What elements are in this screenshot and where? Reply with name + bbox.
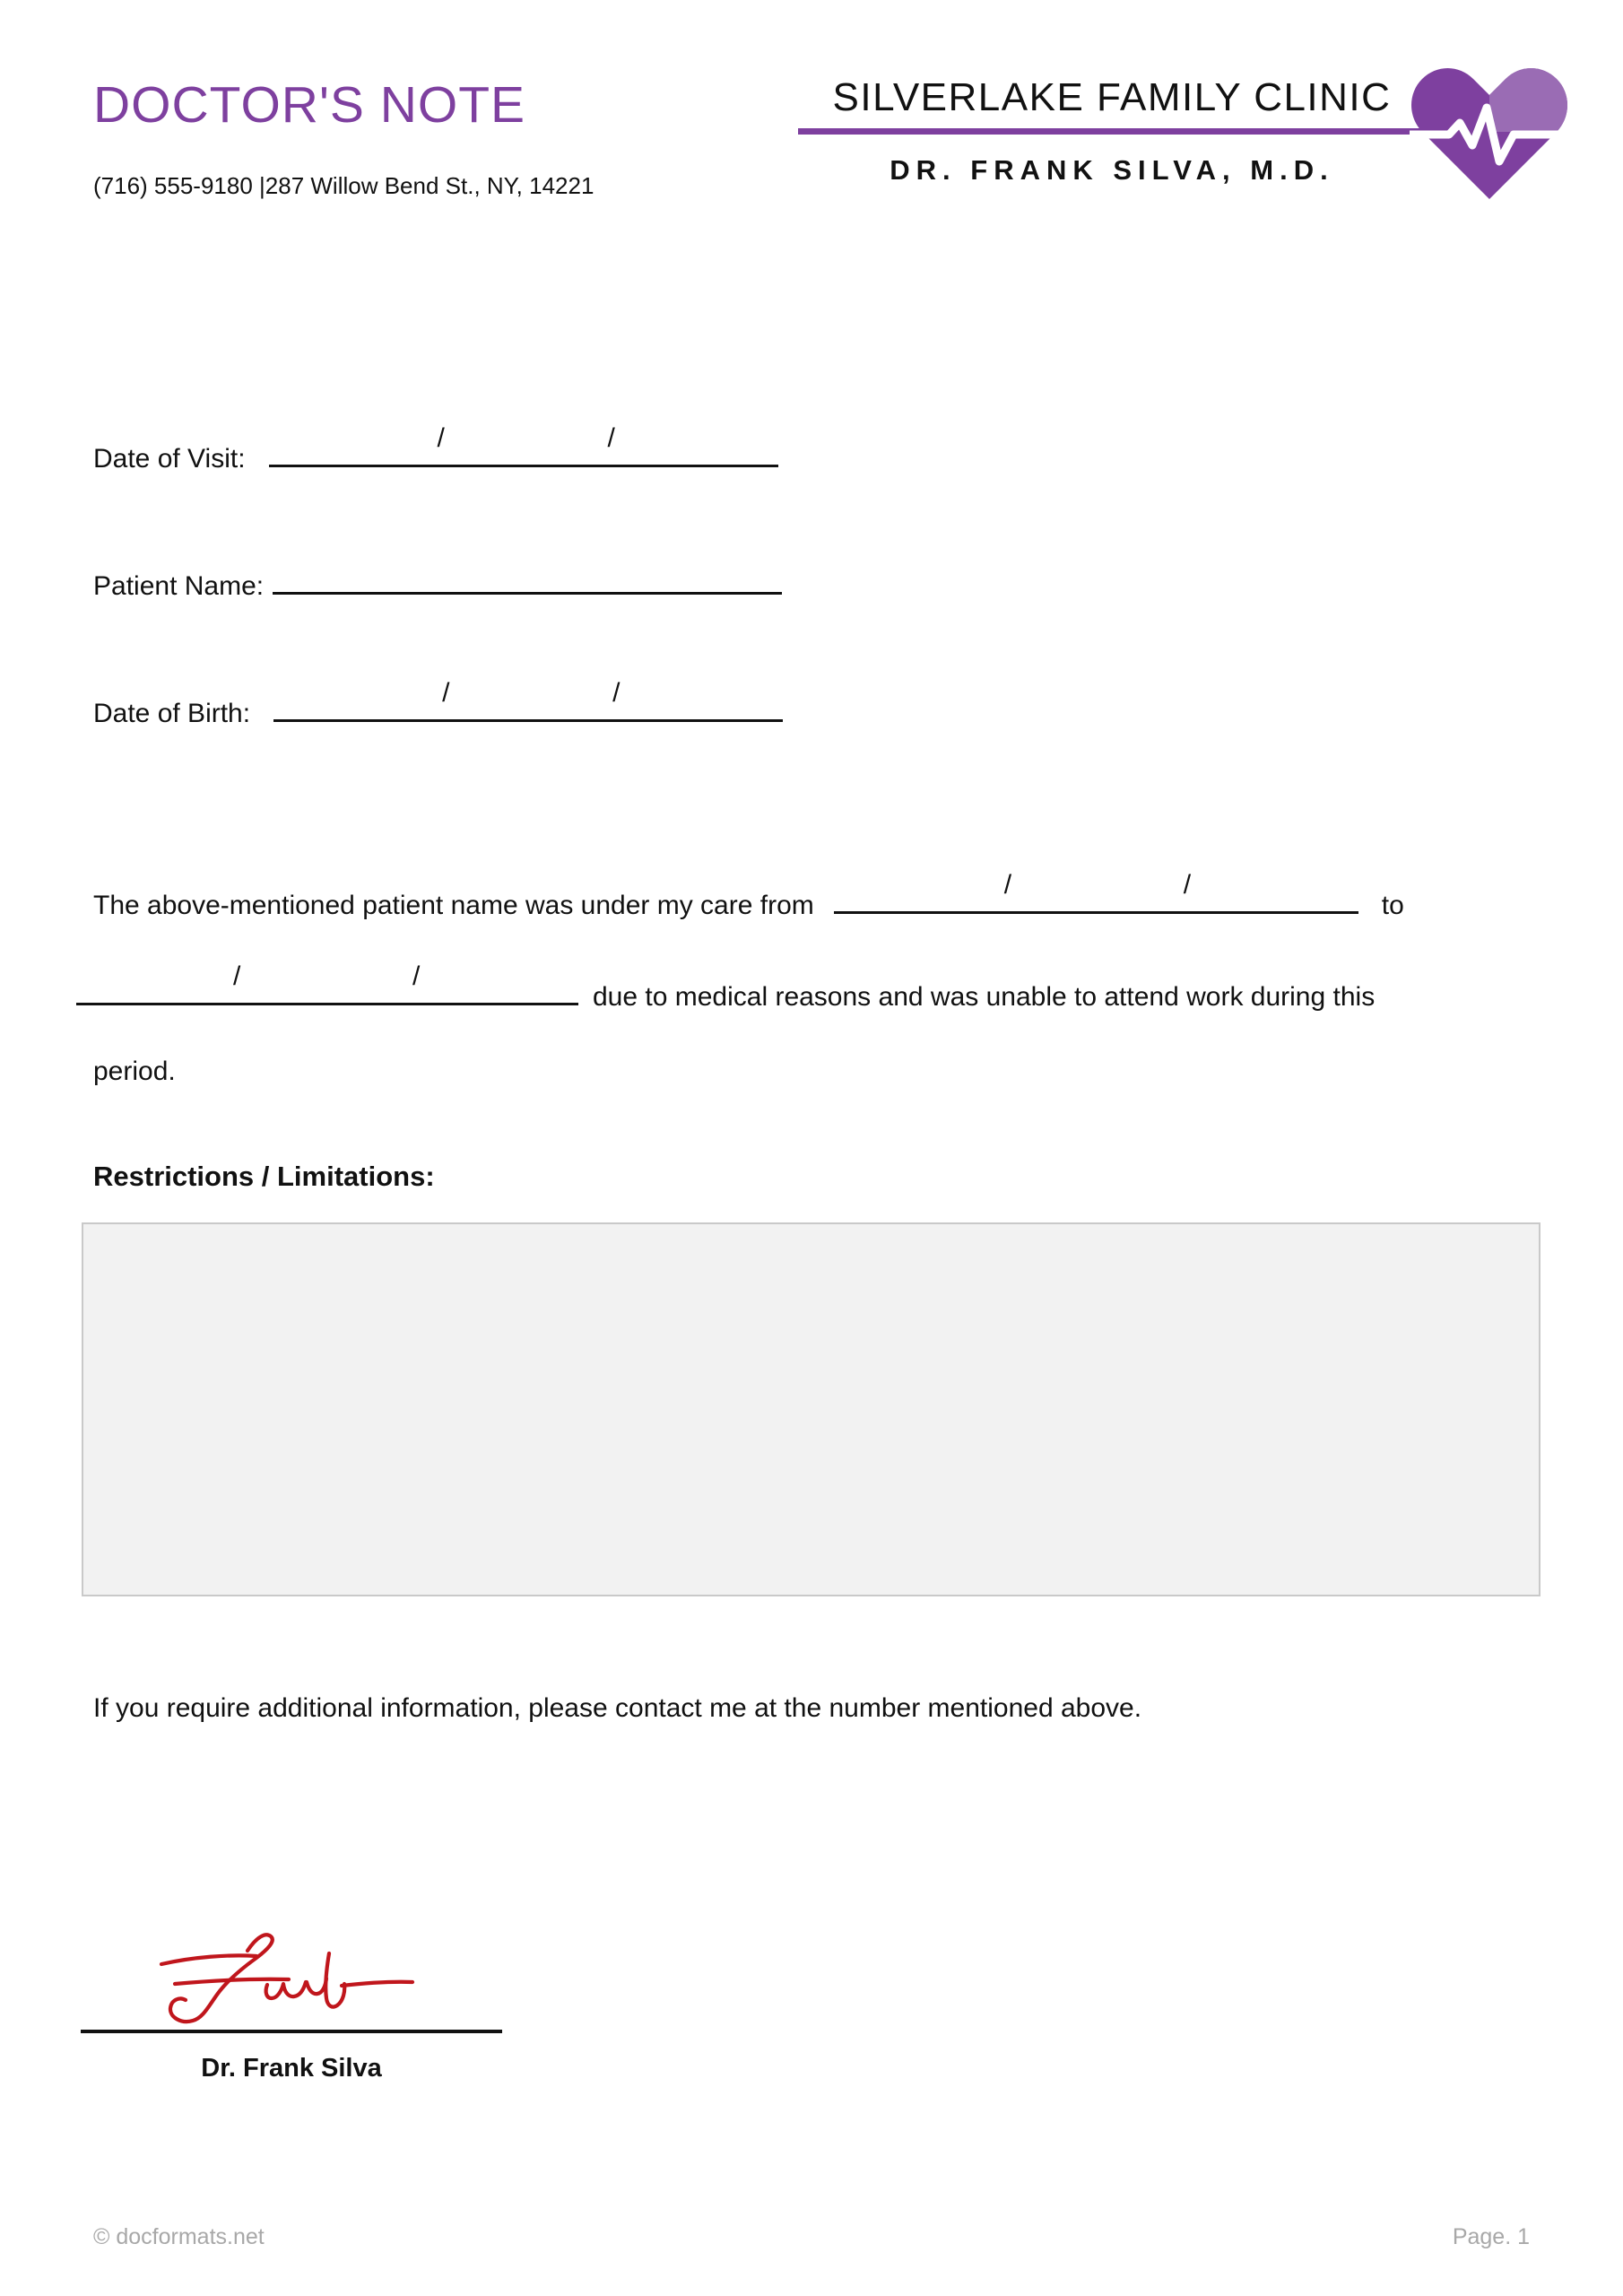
care-to-date-input[interactable] <box>76 961 578 1005</box>
restrictions-heading: Restrictions / Limitations: <box>93 1161 435 1192</box>
footer-copyright: © docformats.net <box>93 2224 265 2249</box>
doctor-name-heading: DR. FRANK SILVA, M.D. <box>890 154 1334 186</box>
clinic-letterhead <box>798 75 1426 187</box>
field-label-date-of-visit: Date of Visit: <box>93 444 246 474</box>
statement-text-suffix: due to medical reasons and was unable to attend work during this <box>593 982 1376 1012</box>
date-of-visit-input[interactable] <box>269 423 778 467</box>
care-from-date-input[interactable] <box>834 870 1358 914</box>
field-label-date-of-birth: Date of Birth: <box>93 699 251 728</box>
statement-text-period: period. <box>93 1057 176 1086</box>
clinic-name: SILVERLAKE FAMILY CLINIC <box>832 75 1392 119</box>
field-patient-name[interactable] <box>93 556 782 602</box>
dob-slash-2: / <box>612 678 621 708</box>
dob-slash-1: / <box>442 678 450 708</box>
care-to-slash-2: / <box>412 961 421 991</box>
date-of-birth-input[interactable] <box>273 678 783 722</box>
statement-text-prefix: The above-mentioned patient name was under my care from <box>93 891 814 920</box>
restrictions-textarea[interactable] <box>82 1222 1541 1596</box>
date-slash-1: / <box>437 423 445 453</box>
statement-line-2 <box>76 961 1376 1013</box>
page-title: DOCTOR'S NOTE <box>93 76 526 134</box>
statement-line-1 <box>93 870 1404 921</box>
field-date-of-birth[interactable] <box>93 678 783 729</box>
signature-name-label: Dr. Frank Silva <box>201 2054 382 2083</box>
signature-line <box>81 2030 502 2033</box>
letterhead-divider <box>798 128 1426 135</box>
additional-info-note: If you require additional information, please contact me at the number mentioned above. <box>93 1693 1142 1723</box>
field-date-of-visit[interactable] <box>93 423 778 474</box>
statement-line-3 <box>93 1057 176 1087</box>
care-from-slash-1: / <box>1003 870 1012 900</box>
statement-text-to: to <box>1381 891 1404 920</box>
clinic-contact-line: (716) 555-9180 |287 Willow Bend St., NY, 14221 <box>93 172 595 199</box>
field-label-patient-name: Patient Name: <box>93 571 265 601</box>
heart-pulse-icon <box>1410 52 1569 212</box>
care-to-slash-1: / <box>233 961 241 991</box>
handwritten-signature-icon <box>81 1928 502 2031</box>
footer-page-number: Page. 1 <box>1452 2224 1530 2249</box>
patient-name-input[interactable] <box>273 556 782 595</box>
care-from-slash-2: / <box>1183 870 1192 900</box>
date-slash-2: / <box>607 423 615 453</box>
